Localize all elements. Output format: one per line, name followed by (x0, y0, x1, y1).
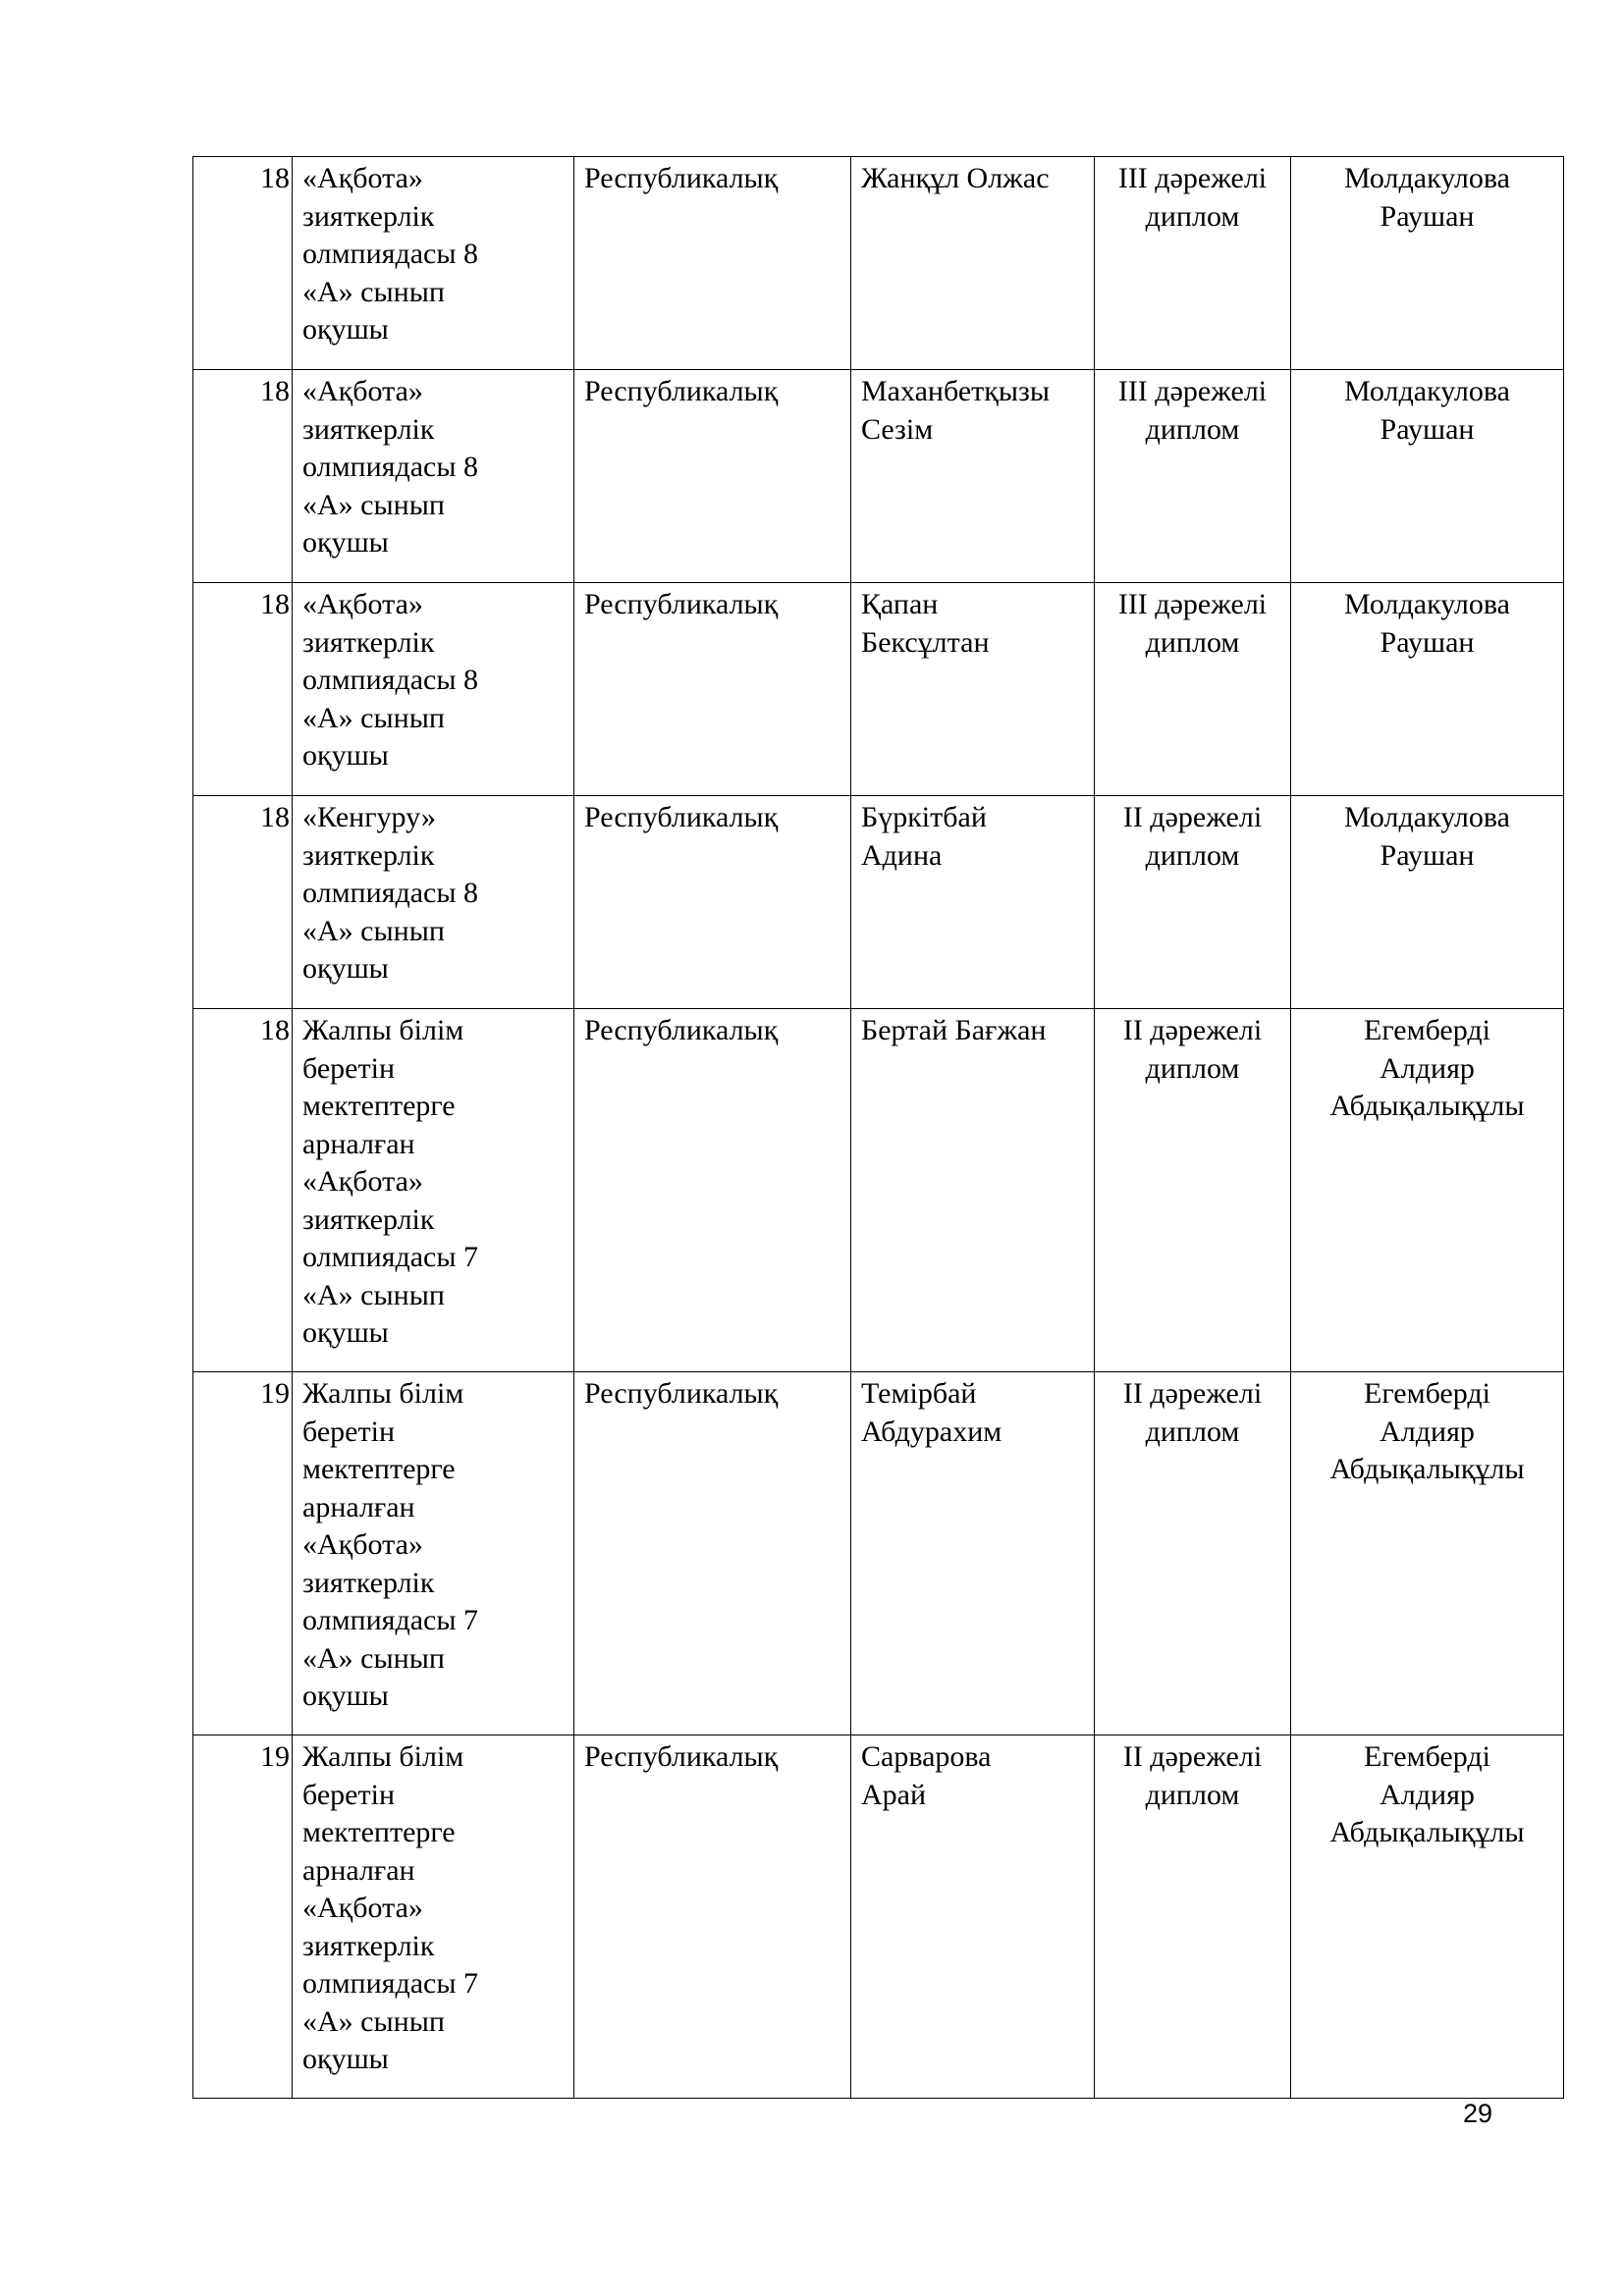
event-line: оқушы (302, 526, 389, 559)
award-cell (1095, 370, 1291, 583)
teacher-line: Егемберді (1364, 1740, 1490, 1773)
teacher-line: Раушан (1380, 838, 1475, 872)
event-line: олмпиядасы 8 (302, 664, 479, 696)
student-line: Маханбетқызы (861, 375, 1050, 407)
event-line: беретін (302, 1051, 395, 1085)
event-line: олмпиядасы 7 (302, 1967, 479, 2000)
student-line: Бертай Бағжан (861, 1014, 1047, 1046)
event-line: беретін (302, 1778, 395, 1811)
event-line: арналған (302, 1127, 415, 1160)
award-line: диплом (1145, 1415, 1240, 1448)
award-line: диплом (1145, 1778, 1240, 1811)
student-line: Бүркітбай (861, 801, 987, 833)
award-cell (1095, 1735, 1291, 2099)
event-line: олмпиядасы 8 (302, 238, 479, 270)
teacher-cell (1291, 1735, 1564, 2099)
event-line: Жалпы білім (302, 1014, 464, 1046)
teacher-line: Алдияр (1380, 1778, 1475, 1811)
results-table (192, 156, 1564, 2099)
table-row (193, 1735, 1564, 2099)
teacher-line: Молдакулова (1344, 375, 1510, 407)
award-line: ІІ дәрежелі (1122, 801, 1263, 833)
student-line: Қапан (861, 588, 939, 620)
teacher-line: Молдакулова (1344, 588, 1510, 620)
row-number: 19 (193, 1735, 293, 2099)
level-cell: Республикалық (574, 796, 851, 1009)
teacher-cell (1291, 157, 1564, 370)
event-line: «Ақбота» (302, 1892, 423, 1924)
event-cell (293, 796, 574, 1009)
student-cell (851, 583, 1095, 796)
event-cell (293, 157, 574, 370)
teacher-cell (1291, 1009, 1564, 1372)
event-line: Жалпы білім (302, 1740, 464, 1773)
teacher-line: Егемберді (1364, 1014, 1490, 1046)
award-line: ІІІ дәрежелі (1117, 375, 1268, 407)
student-line: Адина (861, 838, 943, 872)
teacher-line: Алдияр (1380, 1415, 1475, 1448)
teacher-line: Абдықалықұлы (1329, 1090, 1525, 1122)
award-line: диплом (1145, 412, 1240, 446)
award-line: ІІ дәрежелі (1122, 1377, 1263, 1410)
event-line: олмпиядасы 8 (302, 877, 479, 909)
event-line: оқушы (302, 739, 389, 772)
event-line: мектептерге (302, 1453, 456, 1485)
award-cell (1095, 157, 1291, 370)
teacher-line: Абдықалықұлы (1329, 1453, 1525, 1485)
teacher-line: Алдияр (1380, 1051, 1475, 1085)
level-cell: Республикалық (574, 583, 851, 796)
award-cell (1095, 1009, 1291, 1372)
event-line: беретін (302, 1415, 395, 1448)
student-cell (851, 1009, 1095, 1372)
level-cell: Республикалық (574, 157, 851, 370)
event-line: мектептерге (302, 1090, 456, 1122)
event-cell (293, 1009, 574, 1372)
teacher-cell (1291, 796, 1564, 1009)
row-number: 18 (193, 583, 293, 796)
level-cell: Республикалық (574, 370, 851, 583)
event-line: мектептерге (302, 1816, 456, 1848)
event-line: «А» сынып (302, 701, 445, 734)
award-line: ІІ дәрежелі (1122, 1014, 1263, 1046)
table-row (193, 1009, 1564, 1372)
teacher-line: Абдықалықұлы (1329, 1816, 1525, 1848)
table-row (193, 583, 1564, 796)
event-line: «А» сынып (302, 2004, 445, 2038)
event-line: оқушы (302, 1316, 389, 1349)
teacher-cell (1291, 583, 1564, 796)
student-cell (851, 796, 1095, 1009)
award-cell (1095, 796, 1291, 1009)
student-line: Сарварова (861, 1740, 992, 1773)
teacher-cell (1291, 370, 1564, 583)
event-line: зияткерлік (302, 838, 435, 872)
award-line: диплом (1145, 625, 1240, 659)
teacher-line: Молдакулова (1344, 801, 1510, 833)
event-line: зияткерлік (302, 1929, 435, 1962)
event-line: «А» сынып (302, 1278, 445, 1311)
event-line: арналған (302, 1490, 415, 1523)
event-line: «А» сынып (302, 914, 445, 947)
row-number: 18 (193, 370, 293, 583)
event-line: «А» сынып (302, 275, 445, 308)
event-cell (293, 583, 574, 796)
event-cell (293, 370, 574, 583)
event-line: «Кенгуру» (302, 801, 436, 833)
award-line: диплом (1145, 838, 1240, 872)
student-line: Бексұлтан (861, 625, 990, 659)
teacher-line: Раушан (1380, 412, 1475, 446)
student-cell (851, 1372, 1095, 1735)
event-line: оқушы (302, 952, 389, 985)
event-line: зияткерлік (302, 625, 435, 659)
row-number: 18 (193, 796, 293, 1009)
table-row (193, 1372, 1564, 1735)
row-number: 18 (193, 157, 293, 370)
student-cell (851, 157, 1095, 370)
student-line: Сезім (861, 412, 934, 446)
award-line: диплом (1145, 199, 1240, 233)
event-line: «А» сынып (302, 1641, 445, 1675)
event-line: оқушы (302, 2043, 389, 2075)
event-line: оқушы (302, 1680, 389, 1712)
student-line: Абдурахим (861, 1415, 1002, 1448)
row-number: 19 (193, 1372, 293, 1735)
award-line: ІІІ дәрежелі (1117, 588, 1268, 620)
student-line: Жанқұл Олжас (861, 162, 1050, 194)
teacher-line: Егемберді (1364, 1377, 1490, 1410)
event-line: оқушы (302, 313, 389, 346)
event-line: зияткерлік (302, 199, 435, 233)
row-number: 18 (193, 1009, 293, 1372)
teacher-line: Молдакулова (1344, 162, 1510, 194)
award-line: ІІІ дәрежелі (1117, 162, 1268, 194)
event-line: «Ақбота» (302, 375, 423, 407)
event-line: олмпиядасы 7 (302, 1604, 479, 1636)
teacher-cell (1291, 1372, 1564, 1735)
event-line: «Ақбота» (302, 1528, 423, 1561)
event-line: «Ақбота» (302, 1165, 423, 1198)
event-line: зияткерлік (302, 1566, 435, 1599)
student-cell (851, 370, 1095, 583)
table-row (193, 157, 1564, 370)
teacher-line: Раушан (1380, 625, 1475, 659)
event-line: «Ақбота» (302, 162, 423, 194)
event-line: «А» сынып (302, 488, 445, 521)
table-row (193, 796, 1564, 1009)
student-line: Темірбай (861, 1377, 977, 1410)
page-number: 29 (1463, 2099, 1493, 2128)
event-line: «Ақбота» (302, 588, 423, 620)
results-table-body (193, 157, 1564, 2099)
event-cell (293, 1372, 574, 1735)
event-line: олмпиядасы 8 (302, 451, 479, 483)
student-line: Арай (861, 1778, 927, 1811)
student-cell (851, 1735, 1095, 2099)
table-row (193, 370, 1564, 583)
event-line: зияткерлік (302, 1202, 435, 1236)
event-cell (293, 1735, 574, 2099)
award-line: ІІ дәрежелі (1122, 1740, 1263, 1773)
level-cell: Республикалық (574, 1372, 851, 1735)
event-line: Жалпы білім (302, 1377, 464, 1410)
award-line: диплом (1145, 1051, 1240, 1085)
award-cell (1095, 583, 1291, 796)
award-cell (1095, 1372, 1291, 1735)
event-line: зияткерлік (302, 412, 435, 446)
teacher-line: Раушан (1380, 199, 1475, 233)
event-line: арналған (302, 1853, 415, 1887)
level-cell: Республикалық (574, 1735, 851, 2099)
level-cell: Республикалық (574, 1009, 851, 1372)
event-line: олмпиядасы 7 (302, 1241, 479, 1273)
